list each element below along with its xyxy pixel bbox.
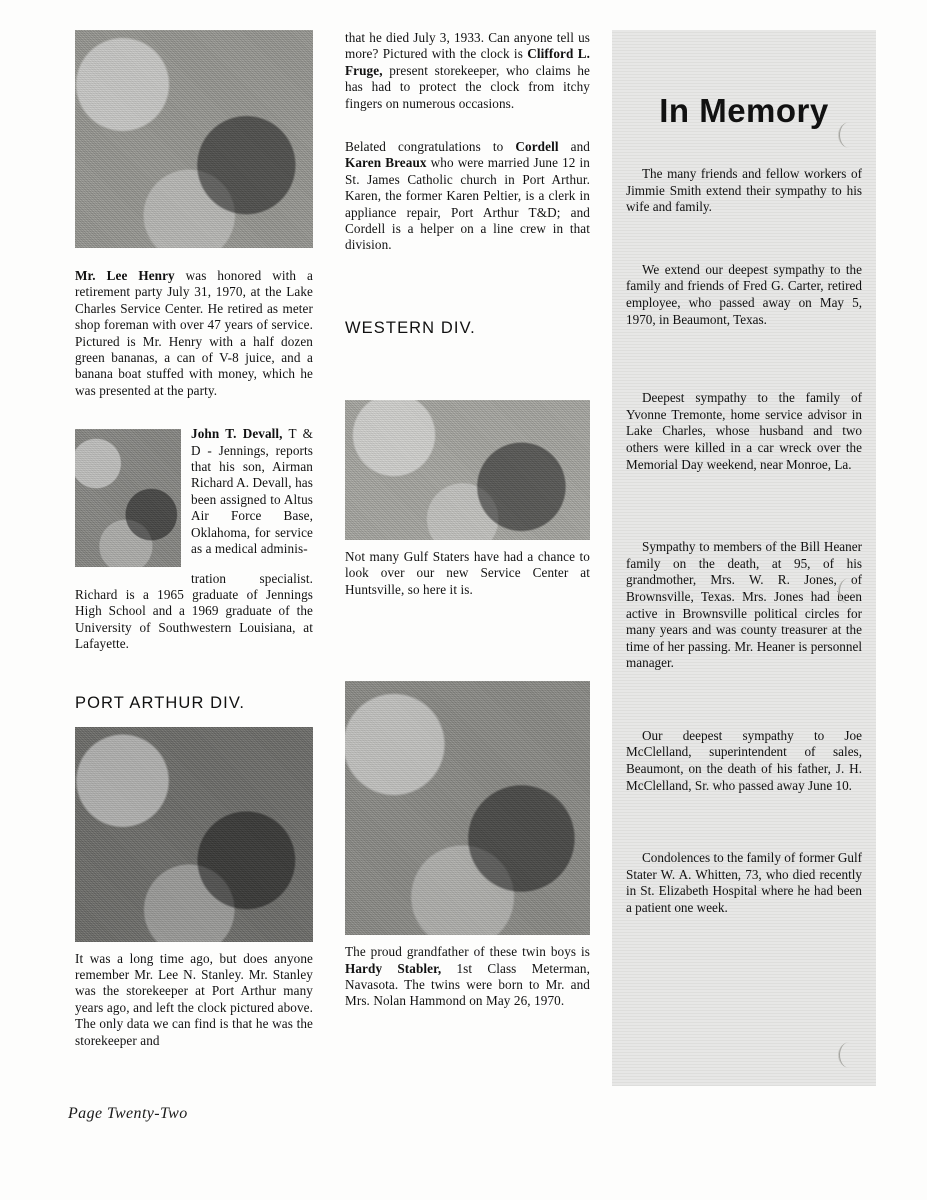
memorial-entry: Condolences to the family of former Gulf Stater W. A. Whitten, 73, who died recently in St. Elizabeth Hospital where he had been a patient one week. [626, 850, 862, 916]
lee-henry-name: Mr. Lee Henry [75, 268, 175, 283]
service-center-caption: Not many Gulf Staters have had a chance to look over our new Service Center at Huntsville, so here it is. [345, 548, 590, 597]
photo-twin-boys [345, 681, 590, 935]
clock-story-text-2: present storekeeper, who claims he has had to protect the clock from itchy fingers on numerous occasions. [345, 62, 590, 111]
breaux-congratulations-paragraph [345, 139, 590, 254]
punch-hole-icon [838, 1042, 862, 1068]
heading-western-div: WESTERN DIV. [345, 318, 476, 337]
memorial-entry: Deepest sympathy to the family of Yvonne Tremonte, home service advisor in Lake Charles, whose husband and two others were killed in a car wreck over the Memorial Day weekend, near Monroe, La. [626, 390, 862, 472]
breaux-text-3: who were married June 12 in St. James Catholic church in Port Arthur. Karen, the former Karen Peltier, is a clerk in appliance repair, Port Arthur T&D; and Cordell is a helper on a line crew in that division. [345, 155, 591, 253]
twins-caption-text-1: The proud grandfather of these twin boys is [345, 944, 590, 960]
devall-paragraph [75, 426, 313, 557]
photo-airman-devall [75, 429, 181, 567]
devall-name: John T. Devall, [191, 426, 283, 442]
memorial-entry: Our deepest sympathy to Joe McClelland, superintendent of sales, Beaumont, on the death of his father, J. H. McClelland, Sr. who passed away June 10. [626, 727, 862, 793]
photo-lee-henry-retirement [75, 30, 313, 248]
karen-breaux-name: Karen Breaux [345, 155, 427, 171]
clock-caption: It was a long time ago, but does anyone remember Mr. Lee N. Stanley. Mr. Stanley was the storekeeper at Port Arthur many years ago, and left the clock pictured above. The only data we can find is that he was the storekeeper and [75, 950, 313, 1048]
memorial-entry: The many friends and fellow workers of Jimmie Smith extend their sympathy to his wife and family. [626, 166, 862, 215]
page-number: Page Twenty-Two [68, 1105, 188, 1122]
memorial-entry: Sympathy to members of the Bill Heaner family on the death, at 95, of his grandmother, Mrs. W. R. Jones, of Brownsville, Texas. Mrs. Jones had been active in Brownsville political circles for many years and was county treasurer at the time of her passing. Mr. Heaner is personnel manager. [626, 539, 862, 671]
devall-text-wrap: T & D - Jennings, reports that his son, Airman Richard A. Devall, has been assigned to Altus Air Force Base, Oklahoma, for service as a medical adminis- [191, 426, 313, 557]
punch-hole-icon [838, 122, 862, 148]
in-memory-panel [612, 30, 876, 1086]
cordell-name: Cordell [515, 139, 559, 155]
twins-caption-text-2: 1st Class Meterman, Navasota. The twins were born to Mr. and Mrs. Nolan Hammond on May 26, 1970. [345, 960, 590, 1009]
clifford-fruge-name: Clifford L. Fruge, [345, 46, 591, 78]
in-memory-title: In Memory [659, 92, 829, 129]
breaux-text-1: Belated congratulations to [345, 139, 516, 155]
middle-column [345, 30, 590, 1023]
photo-port-arthur-clock [75, 727, 313, 942]
memorial-entry: We extend our deepest sympathy to the family and friends of Fred G. Carter, retired employee, who passed away on May 5, 1970, in Beaumont, Texas. [626, 261, 862, 327]
clock-story-continued [345, 30, 590, 112]
twins-caption [345, 944, 590, 1010]
photo-huntsville-service-center [345, 400, 590, 540]
left-column [75, 30, 313, 1062]
devall-paragraph-cont: tration specialist. Richard is a 1965 graduate of Jennings High School and a 1969 graduate of the University of Southwestern Louisiana, at Lafayette. [75, 570, 313, 652]
lee-henry-paragraph [75, 268, 313, 399]
heading-port-arthur-div: PORT ARTHUR DIV. [75, 693, 246, 712]
lee-henry-text: was honored with a retirement party July 31, 1970, at the Lake Charles Service Center. He retired as meter shop foreman with over 47 years of service. Pictured is Mr. Henry with a half dozen green bananas, a can of V-8 juice, and a banana boat stuffed with money, which he was presented at the party. [75, 268, 313, 398]
clock-story-text-1: that he died July 3, 1933. Can anyone tell us more? Pictured with the clock is [345, 30, 590, 62]
punch-hole-icon [838, 578, 862, 604]
hardy-stabler-name: Hardy Stabler, [345, 960, 442, 976]
breaux-text-2: and [558, 139, 590, 155]
